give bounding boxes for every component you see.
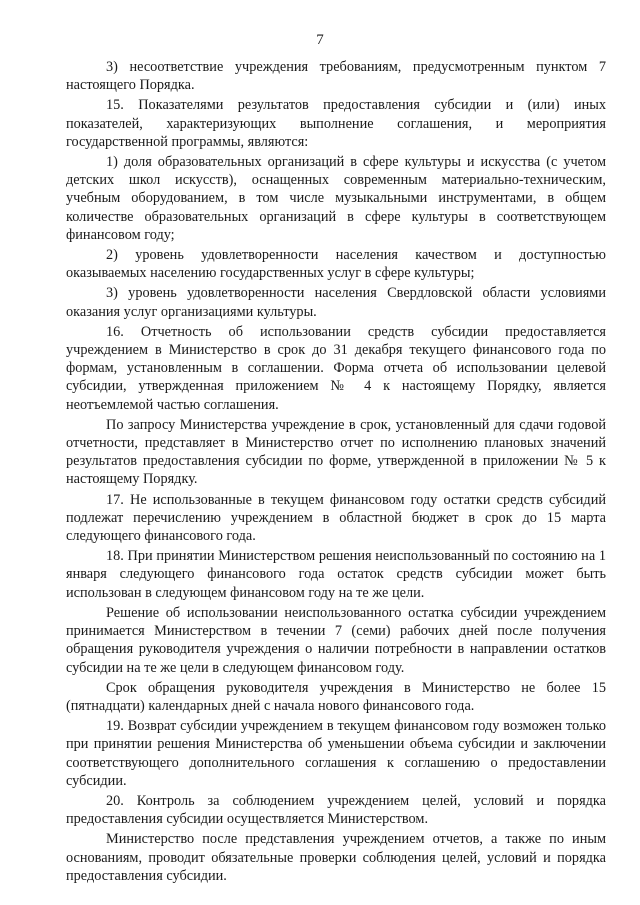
paragraph-19-subsidy-return: 19. Возврат субсидии учреждением в текущем финансовом году возможен только при принятии решения Министерства об уменьшении объема субсидии и заключении соответствующего дополнительного соглашения к соглашению о предоставлении субсидии. [66,718,606,789]
paragraph-16-reporting: 16. Отчетность об использовании средств субсидии предоставляется учреждением в Министерство в срок до 31 декабря текущего финансового года по формам, установленным в соглашении. Форма отчета об использовании целевой субсидии, утвержденная приложением № 4 к настоящему Порядку, является неотъемлемой частью соглашения. [66,323,606,413]
paragraph-15-result-indicators: 15. Показателями результатов предоставления субсидии и (или) иных показателей, характеризующих выполнение соглашения, и мероприятия государственной программы, являются: [66,97,606,150]
paragraph-ministry-inspections: Министерство после представления учреждением отчетов, а также по иным основаниям, проводит обязательные проверки соблюдения целей, условий и порядка предоставления субсидии. [66,831,606,884]
paragraph-indicator-3: 3) уровень удовлетворенности населения Свердловской области условиями оказания услуг организациями культуры. [66,285,606,320]
paragraph-20-control: 20. Контроль за соблюдением учреждением целей, условий и порядка предоставления субсидии осуществляется Министерством. [66,792,606,828]
paragraph-18-ministry-decision: 18. При принятии Министерством решения неиспользованный по состоянию на 1 января следующего финансового года остаток средств субсидии может быть использован в следующем финансовом году на те же цели. [66,548,606,601]
paragraph-indicator-1: 1) доля образовательных организаций в сфере культуры и искусства (с учетом детских школ искусств), оснащенных современным материально-техническим, учебным оборудованием, в том числе музыкальными инструментами, в общем количестве образовательных организаций в сфере культуры в соответствующем финансовом году; [66,154,606,243]
page-number: 7 [316,32,324,48]
paragraph-request-deadline: Срок обращения руководителя учреждения в Министерство не более 15 (пятнадцати) календарных дней с начала нового финансового года. [66,679,606,714]
paragraph-ministry-request: По запросу Министерства учреждение в срок, установленный для сдачи годовой отчетности, представляет в Министерство отчет по исполнению плановых значений результатов предоставления субсидии по форме, утвержденной в приложении № 5 к настоящему Порядку. [66,416,606,488]
paragraph-indicator-2: 2) уровень удовлетворенности населения качеством и доступностью оказываемых населению государственных услуг в сфере культуры; [66,247,606,282]
document-body [66,56,606,887]
paragraph-17-unused-balances: 17. Не использованные в текущем финансовом году остатки средств субсидий подлежат перечислению учреждением в областной бюджет в срок до 15 марта следующего финансового года. [66,491,606,545]
paragraph-decision-on-balance: Решение об использовании неиспользованного остатка субсидии учреждением принимается Министерством в течении 7 (семи) рабочих дней после получения обращения руководителя учреждения о наличии потребности в направлении остатков субсидии на те же цели в следующем финансовом году. [66,604,606,676]
paragraph-item-3-nonconformity: 3) несоответствие учреждения требованиям, предусмотренным пунктом 7 настоящего Порядка. [66,59,606,94]
